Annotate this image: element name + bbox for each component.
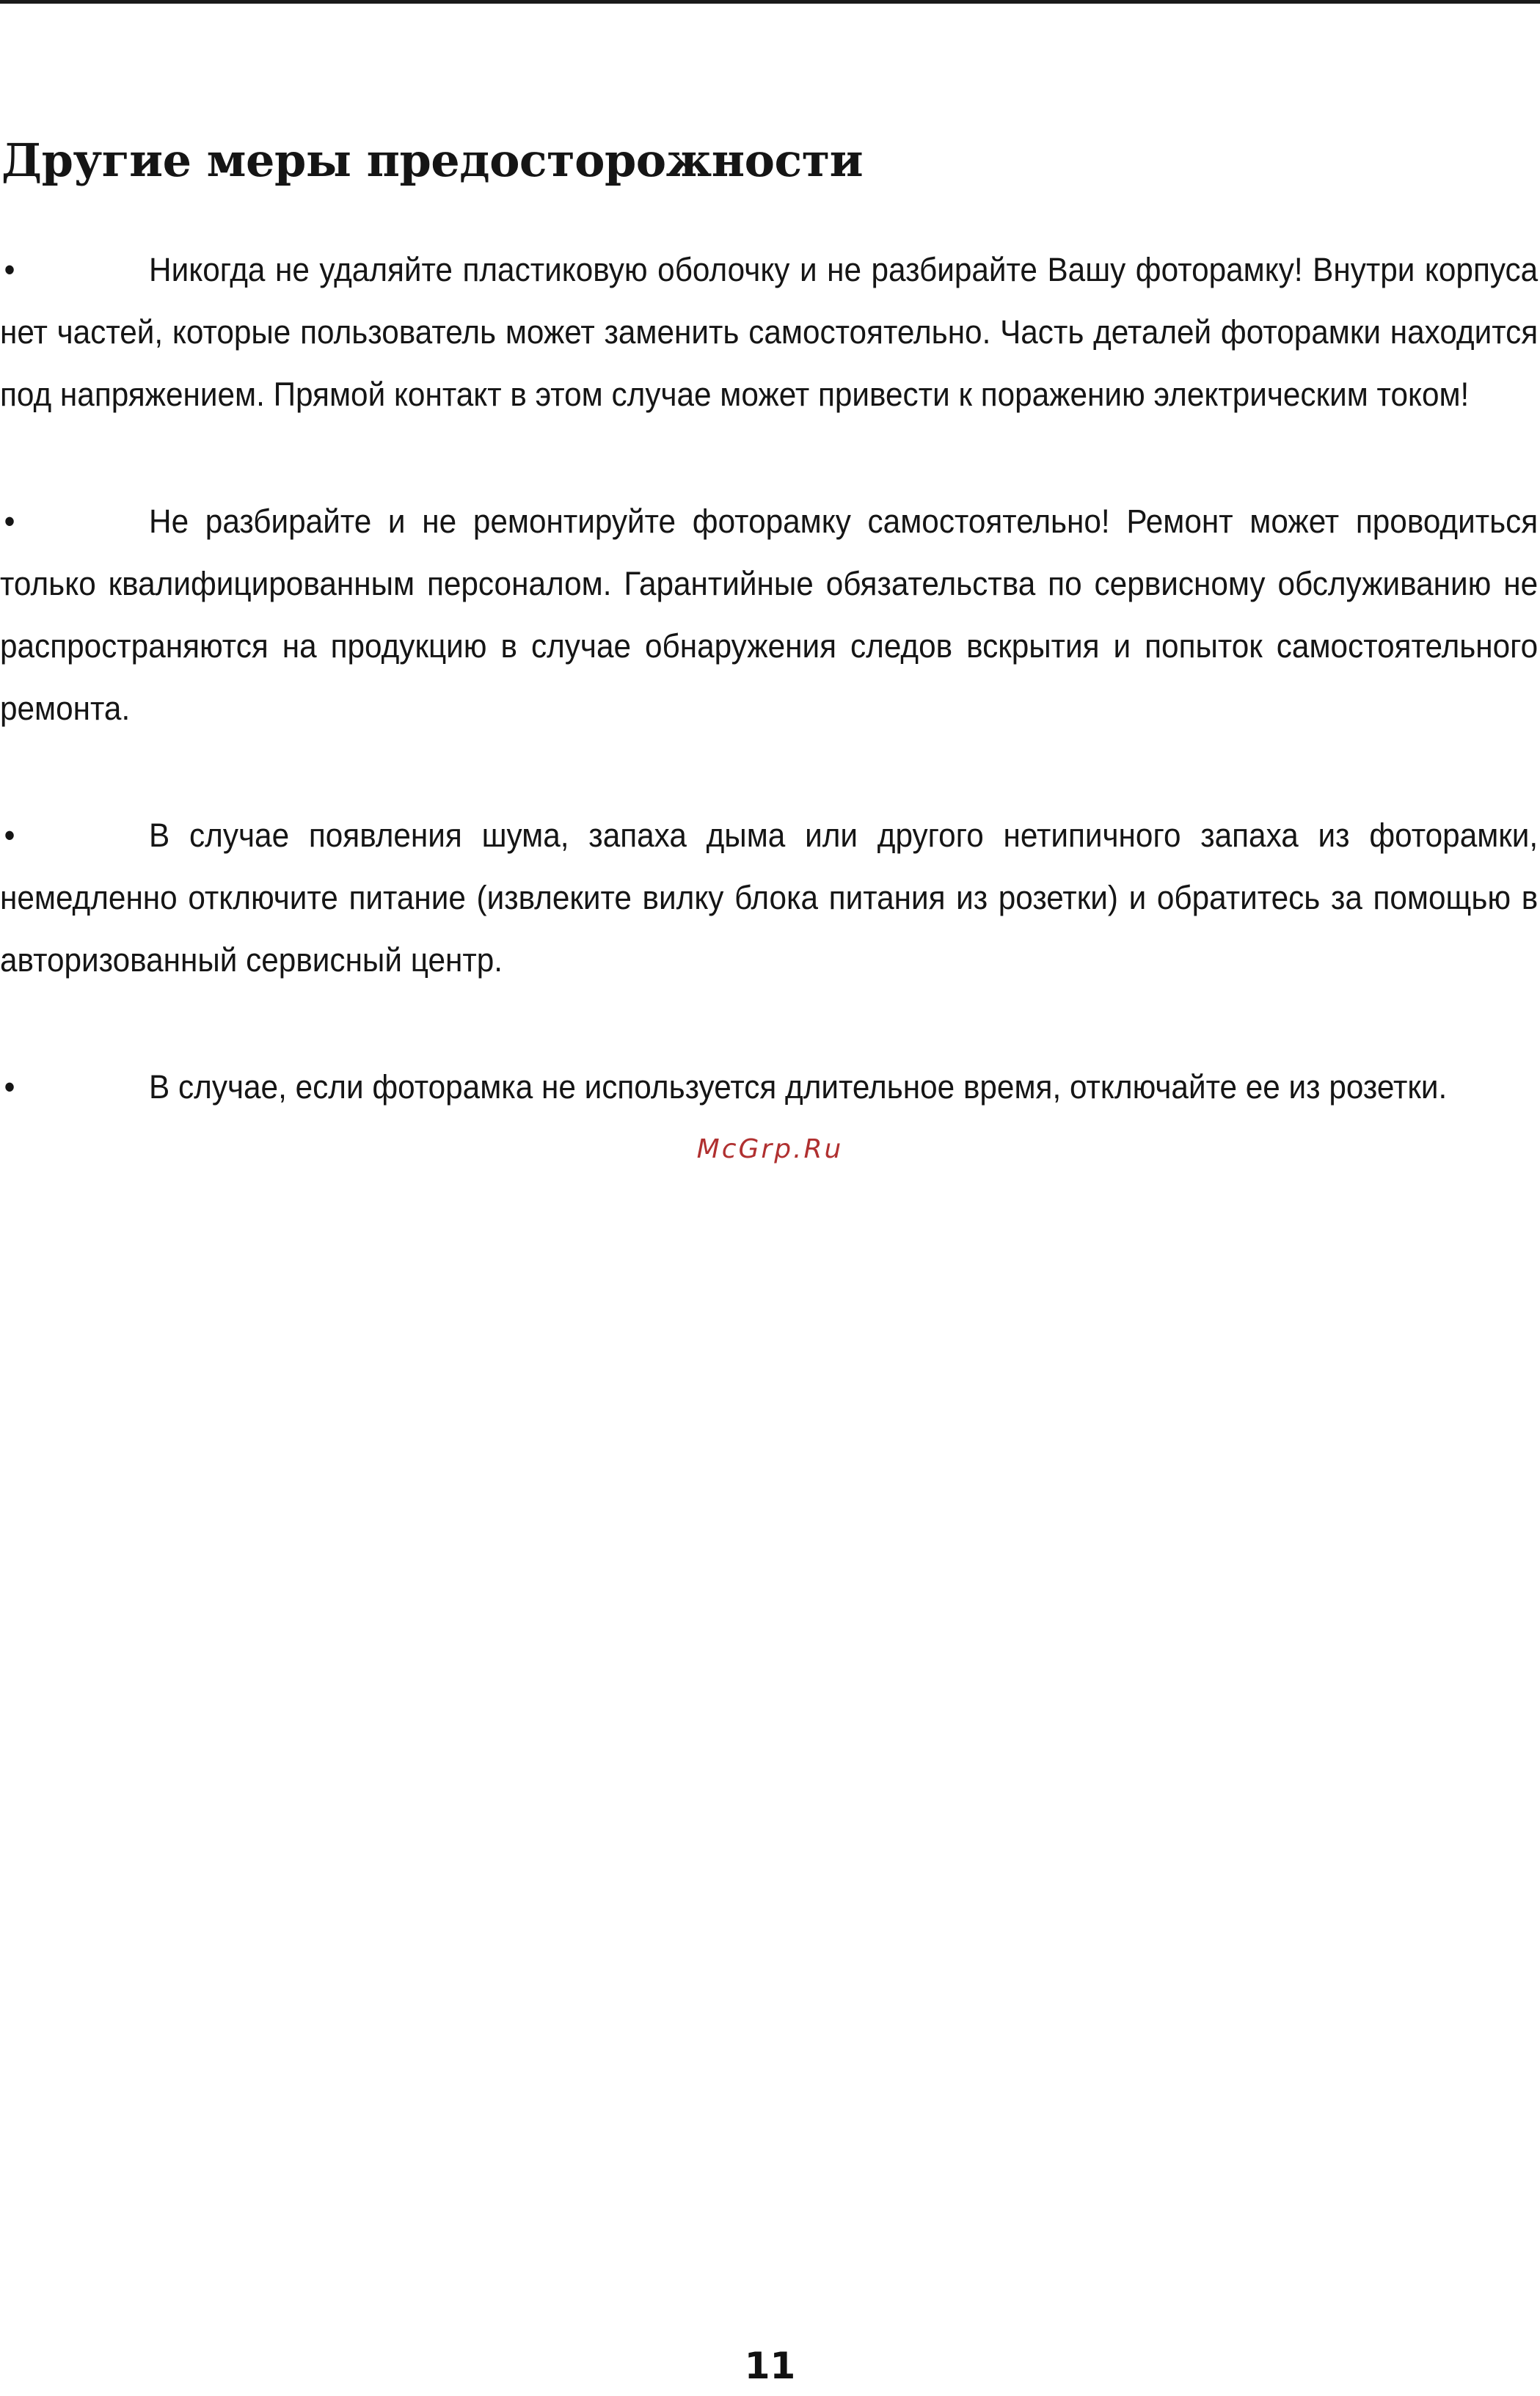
list-item-text: В случае, если фоторамка не используется длительное время, отключайте ее из розетки. [149, 1068, 1448, 1106]
list-item [0, 1056, 1538, 1118]
bullet-icon: • [4, 251, 15, 288]
list-item-text: Никогда не удаляйте пластиковую оболочку и не разбирайте Вашу фоторамку! Внутри корпуса нет частей, которые пользователь может заменить самостоятельно. Часть деталей фоторамки находится под напряжением. Прямой контакт в этом случае может привести к поражению электрическим током! [0, 251, 1539, 413]
list-item-text: В случае появления шума, запаха дыма или другого нетипичного запаха из фоторамки, немедленно отключите питание (извлеките вилку блока питания из розетки) и обратитесь за помощью в авторизованный сервисный центр. [0, 817, 1539, 979]
bullet-icon: • [4, 503, 15, 540]
list-item-text: Не разбирайте и не ремонтируйте фоторамку самостоятельно! Ремонт может проводиться только квалифицированным персоналом. Гарантийные обязательства по сервисному обслуживанию не распространяются на продукцию в случае обнаружения следов вскрытия и попыток самостоятельного ремонта. [0, 503, 1539, 727]
bullet-icon: • [4, 817, 15, 854]
list-item [0, 238, 1538, 425]
list-item [0, 490, 1538, 739]
precautions-list [0, 238, 1538, 1118]
watermark: McGrp.Ru [696, 1134, 844, 1164]
page-title: Другие меры предосторожности [1, 134, 864, 187]
list-item [0, 804, 1538, 991]
bullet-icon: • [4, 1068, 15, 1106]
top-rule [0, 0, 1540, 4]
page-number: 11 [744, 2345, 796, 2387]
